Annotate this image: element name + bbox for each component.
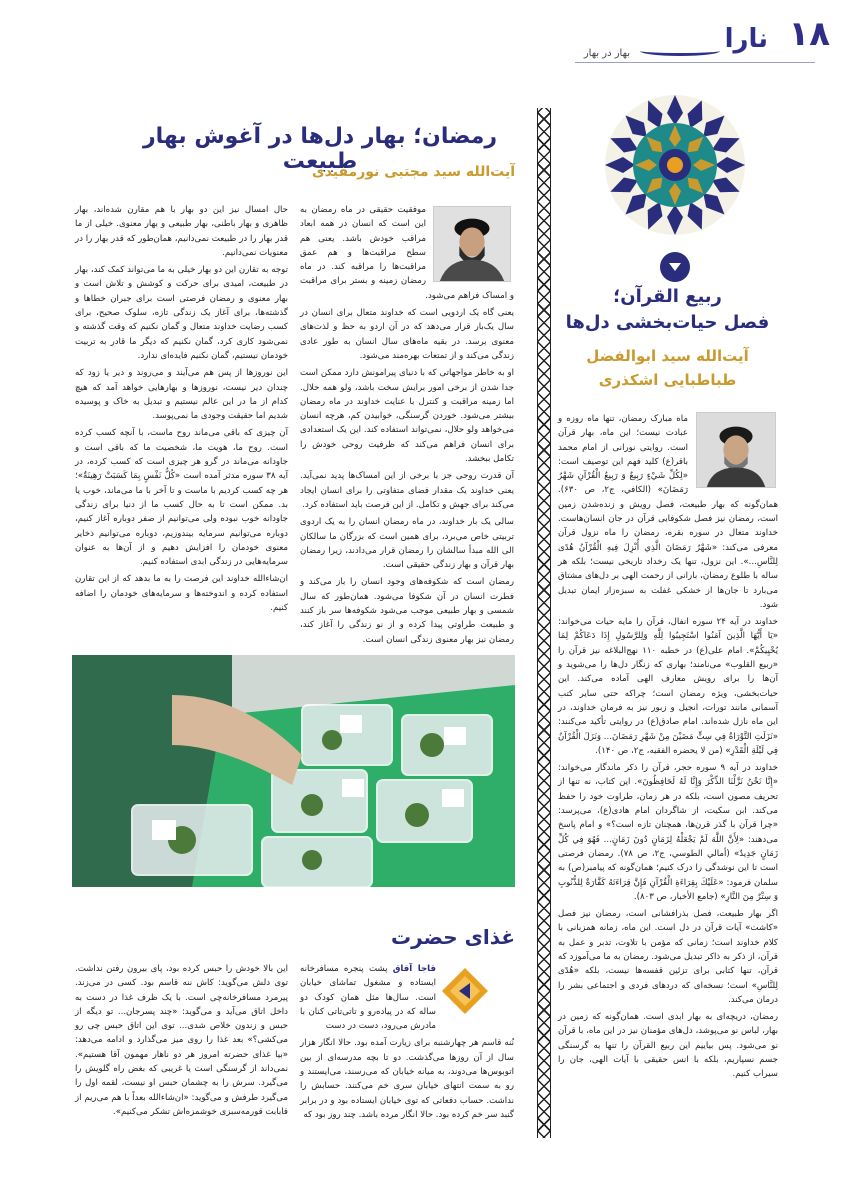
- right-title-line-2: فصل حیات‌بخشی دل‌ها: [565, 312, 770, 333]
- right-article-body: [558, 412, 778, 1085]
- main-paragraph: آن چیزی که باقی می‌ماند روح ماست، با آنچه کسب کرده است. روح ما، هویت ما، شخصیت ما که باقی است و جاودانه می‌ماند در گرو هر چیزی است که کسب کرده، در آیه ۳۸ سوره مدثر آمده است «كُلُّ نَفْسٍ بِمَا كَسَبَتْ رَهِينَةٌ»؛ هر چه کسب کردیم با ماست و تا آخر با ما می‌ماند، خوب یا بد. ممکن است تا به حال کسب ما از دنیا برای زندگی جاودانه خوب نبوده ولی می‌توانیم از صفر دوباره آغاز کنیم، دوباره می‌توانیم سرمایه بیندوزیم، دوباره می‌توانیم ذخایر معنوی خودمان را افزایش دهیم و از آن‌ها به عنوان سرمایه‌هایی در زندگی ابدی استفاده کنیم.: [75, 428, 288, 568]
- main-paragraph: این نوروزها از پس هم می‌آیند و می‌روند و دیر یا زود که چندان دیر نیست، نوروزها و بهارهایی خواهد آمد که هیچ کدام از ما در این عالم نیستیم و تبدیل به خاک و پوسیده شدیم اما حقیقت وجودی ما نمی‌پوسد.: [75, 368, 288, 422]
- main-paragraph: موفقیت حقیقی در ماه رمضان به این است که انسان در همه ابعاد مراقب خودش باشد. یعنی هم سطح مراقبت‌ها و هم عمق مراقبت‌ها را مراقبه کند. در ماه رمضان زمینه و بستر برای مراقبت و امساک فراهم می‌شود.: [300, 205, 514, 301]
- story-text: پشت پنجره مسافرخانه ایستاده و مشغول تماشای خیابان است. سال‌ها مثل همان کودک دو ساله که در پیاده‌رو و تاتی‌تاتی کنان با مادرش می‌رود، دست در دست: [300, 964, 436, 1032]
- main-paragraph: او به خاطر مواجهاتی که با دنیای پیرامونش دارد ممکن است جدا شدن از برخی امور برایش سخت باشد، ولو همه حلال. اما زمینه مراقبت و کنترل با عنایت خداوند در ماه رمضان بیشتر می‌شود. خوردن گرسنگی، خوابیدن کم، هرچه انسان می‌خواهد ولو حلال، نمی‌تواند استفاده کند. این یک استعدادی برای انسان فراهم می‌کند که ظرفیت روحی خودش را تکامل ببخشد.: [300, 368, 514, 465]
- right-author-line-1: آیت‌الله سید ابوالفضل: [586, 347, 749, 365]
- short-story-title: غذای حضرت: [390, 925, 515, 949]
- mandala-ornament: [602, 92, 748, 238]
- story-lead-label: قاجا آقاق: [392, 964, 437, 974]
- magazine-logo: نارا: [724, 24, 768, 54]
- right-paragraph: خداوند در آیه ۹ سوره حجر، قرآن را ذکر ماندگار می‌خواند: «إِنَّا نَحْنُ نَزَّلْنَا الذِّكْرَ وَإِنَّا لَهُ لَحَافِظُونَ». این کتاب، نه تنها از تحریف مصون است، بلکه در هر زمان، طراوت خود را حفظ می‌کند. ابن سکیت، از شاگردان امام هادی(ع)، می‌پرسد: «چرا قرآن با گذر قرن‌ها، همچنان تازه است؟» و امام پاسخ می‌دهند: «لِأَنَّ اللَّهَ لَمْ يَجْعَلْهُ لِزَمَانٍ دُونَ زَمَانٍ... فَهُوَ فِي كُلِّ زَمَانٍ جَدِيدٌ» (أمالي الطوسي، ج۲، ص ۷۸). رمضان فرصتی است تا این نوشدگی را درک کنیم؛ همان‌گونه که پیامبر(ص) به سلمان فرمود: «عَلَيْكَ بِقِرَاءَةِ الْقُرْآنِ فَإِنَّ قِرَاءَتَهُ كَفَّارَةٌ لِلذُّنُوبِ وَ سِتْرٌ مِنَ النَّارِ» (جامع الأخبار، ص ۸۰۳).: [558, 763, 778, 902]
- main-article-column-1: [300, 203, 514, 650]
- main-paragraph: توجه به تقارن این دو بهار خیلی به ما می‌تواند کمک کند، بهار در طبیعت، امیدی برای حرکت و کوشش و تلاش است و بهار معنوی و رمضان فرصتی است برای جبران خطاها و گذشته‌ها، برای آغاز یک زندگی تازه، سلوک صحیح، برای کسب رضایت خداوند متعال و گمان نکنیم که وقت گذشته و نمی‌شود کاری کرد، گمان نکنیم که دیگر ما قادر به تربیت خودمان نیستیم، گمان نکنیم فایده‌ای ندارد.: [75, 265, 288, 361]
- main-article-title: رمضان؛ بهار دل‌ها در آغوش بهار طبیعت: [142, 124, 498, 174]
- short-story-column-2: [75, 962, 288, 1122]
- main-paragraph: ان‌شاءالله خداوند این فرصت را به ما بدهد که از این تقارن استفاده کرده و اندوخته‌ها و سرمایه‌های خودمان را اضافه کنیم.: [75, 574, 288, 614]
- main-paragraph: حال امسال نیز این دو بهار با هم مقارن شده‌اند، بهار ظاهری و بهار باطنی، بهار طبیعی و بهار معنوی. خیلی از ما قدر بهار را در طبیعت نمی‌دانیم، همان‌طور که قدر بهار را در معنویات نمی‌دانیم.: [75, 205, 288, 258]
- portrait-float-space: [432, 203, 514, 283]
- short-story-column-1: [300, 962, 514, 1125]
- header-rule: [575, 62, 815, 63]
- portrait-float-space: [694, 412, 778, 492]
- page-number: ۱۸: [788, 14, 830, 54]
- right-title-line-1: ربیع القرآن؛: [613, 286, 722, 307]
- main-article-column-2: [75, 203, 288, 618]
- section-label: بهار در بهار: [583, 48, 630, 59]
- header-curve-decoration: [640, 46, 720, 56]
- main-paragraph: آن قدرت روحی جز با برخی از این امساک‌ها پدید نمی‌آید. یعنی خداوند یک مقدار فضای متفاوتی را برای انسان ایجاد می‌کند برای جهش و تکامل. از این فرصت باید استفاده کرد.: [300, 471, 514, 510]
- right-article-author: [555, 344, 780, 392]
- vertical-ornament-divider: [537, 108, 551, 1138]
- story-paragraph: نُنه قاسم هر چهارشنبه برای زیارت آمده بود. حالا انگار هزار سال از آن روزها می‌گذشت. دو تا بچه مدرسه‌ای از بین اتوبوس‌ها می‌دوند، به میانه خیابان که می‌رسند، می‌ایستند و رو به سمت انتهای خیابان سری خم می‌کنند. حسابش را نداشت. حساب دفعاتی که توی خیابان ایستاده بود و در برابر گنبد سر خم کرده بود. حالا انگار مرده باشد. چند روز بود که: [300, 1038, 514, 1120]
- icon-float-space: [442, 962, 514, 1020]
- right-author-line-2: طباطبایی اشکذری: [598, 371, 737, 389]
- main-paragraph: سالی یک بار خداوند، در ماه رمضان انسان را به یک اردوی تربیتی خاص می‌برد، برای همین است که بزرگان ما سالکان الی الله مبدأ سالشان را رمضان قرار می‌دادند، زیرا رمضان بهار قرآن و بهار زندگی حقیقی است.: [300, 517, 514, 571]
- main-article-author: آیت‌الله سید مجتبی نورمفیدی: [311, 164, 515, 180]
- right-paragraph: ماه مبارک رمضان، تنها ماه روزه و عبادت نیست؛ این ماه، بهار قرآن است. روایتی نورانی از امام محمد باقر(ع) کلید فهم این توصیف است: «لِكُلِّ شَيْءٍ رَبِيعٌ وَ رَبِيعُ الْقُرْآنِ شَهْرُ رَمَضَانَ» (الكافي، ج۲، ص ۶۳۰). همان‌گونه که بهار طبیعت، فصل رویش و زنده‌شدن زمین است، رمضان نیز فصل شکوفایی قرآن در جان انسان‌هاست. خداوند متعال در سوره بقره، رمضان را ماه نزول قرآن معرفی می‌کند: «شَهْرُ رَمَضَانَ الَّذِي أُنْزِلَ فِيهِ الْقُرْآنُ هُدًى لِلنَّاسِ...». این نزول، تنها یک رخداد تاریخی نیست؛ بلکه هر ساله با طلوع رمضان، بارانی از رحمت الهی بر دل‌های مشتاق می‌بارد تا جان‌ها از خشکی غفلت به سبزه‌زار ایمان تبدیل شود.: [558, 414, 778, 610]
- main-paragraph: رمضان است که شکوفه‌های وجود انسان را باز می‌کند و فطرت انسان در آن شکوفا می‌شود. همان‌طور که سال شمسی و بهار طبیعی موجب می‌شود شکوفه‌ها سر باز کنند و طبیعت طراوتی پیدا کرده و از نو زندگی را آغاز کند، رمضان نیز بهار معنوی زندگی انسان است.: [300, 577, 514, 645]
- story-paragraph: این بالا خودش را حبس کرده بود، پای بیرون رفتن نداشت. توی دلش می‌گوید: کاش ننه قاسم بود. کسی در می‌زند. پیرمرد مسافرخانه‌چی است. با یک ظرف غذا در دست به داخل اتاق می‌آید و می‌گوید: «چند پسرجان... تو دیگه از حبس و زندون خلاص شدی... توی این اتاق حبس چی رو می‌کشی؟» بعد غذا را روی میز می‌گذارد و ادامه می‌دهد: «بیا غذای حضرته امروز هر دو ناهار مهمون آقا هستیم». نمی‌داند از گرسنگی است یا غریبی که بغض راه گلویش را می‌گیرد. سرش را به چشمان حبس او نیست، لقمه اول را می‌گیرد طرفش و می‌گوید: «ان‌شاءالله بعداً با هم می‌ریم از قابابت قورمه‌سبزی خوشمزه‌اش تشکر می‌کنیم».: [75, 964, 288, 1117]
- right-paragraph: رمضان، دریچه‌ای به بهار ابدی است. همان‌گونه که زمین در بهار، لباس نو می‌پوشد، دل‌های مؤمنان نیز در این ماه، با قرآن نو می‌شود. پس بیاییم این ربیع القرآن را تنها به گرسنگی جسم نسپاریم، بلکه با انس حقیقی با آیات الهی، جان را سیراب کنیم.: [558, 1012, 778, 1080]
- page-header: [560, 14, 830, 66]
- right-paragraph: اگر بهار طبیعت، فصل بذرافشانی است، رمضان نیز فصل «کاشت» آیات قرآن در دل است. این ماه، زمانه همزبانی با کلام خداوند است؛ زمانی که مؤمن با تلاوت، تدبر و عمل به قرآن، از ذکر به ذاکر تبدیل می‌شود. رمضان به ما می‌آموزد که قرآن، تنها کتابی برای تزئین قفسه‌ها نیست، بلکه «هُدًى لِلنَّاسِ» است؛ نسخه‌ای که دردهای فردی و اجتماعی بشر را درمان می‌کند.: [558, 909, 778, 1005]
- main-paragraph: یعنی گاه یک اردویی است که خداوند متعال برای انسان در سال یک‌بار قرار می‌دهد که در آن اردو به حظ و لذت‌های معنوی برسد. در بقیه ماه‌های سال انسان به طور عادی زندگی می‌کند و از تمتعات بهره‌مند می‌شود.: [300, 308, 514, 361]
- right-article-title: [555, 284, 780, 336]
- play-marker-icon: [660, 252, 690, 282]
- food-containers-photo: [72, 655, 515, 887]
- right-paragraph: خداوند در آیه ۲۴ سوره انفال، قرآن را مایه حیات می‌خواند: «يَا أَيُّهَا الَّذِينَ آمَنُوا اسْتَجِيبُوا لِلَّهِ وَلِلرَّسُولِ إِذَا دَعَاكُمْ لِمَا يُحْيِيكُمْ». امام علی(ع) در خطبه ۱۱۰ نهج‌البلاغه نیز قرآن را «ربیع القلوب» می‌نامند؛ بهاری که زنگار دل‌ها را می‌شوید و آن‌ها را برای رویش معارف الهی آماده می‌کند. این حیات‌بخشی، ویژه رمضان است؛ چراکه حتی سایر کتب آسمانی مانند تورات، انجیل و زبور نیز به فرمان خداوند، در این ماه نازل شده‌اند. امام صادق(ع) در روایتی تأکید می‌کنند: «نَزَلَتِ التَّوْرَاةُ فِي سِتٍّ مَضَيْنَ مِنْ شَهْرِ رَمَضَانَ... وَنَزَلَ الْقُرْآنُ فِي لَيْلَةِ الْقَدْرِ» (من لا يحضره الفقيه، ج۲، ص ۱۴۰).: [558, 617, 778, 756]
